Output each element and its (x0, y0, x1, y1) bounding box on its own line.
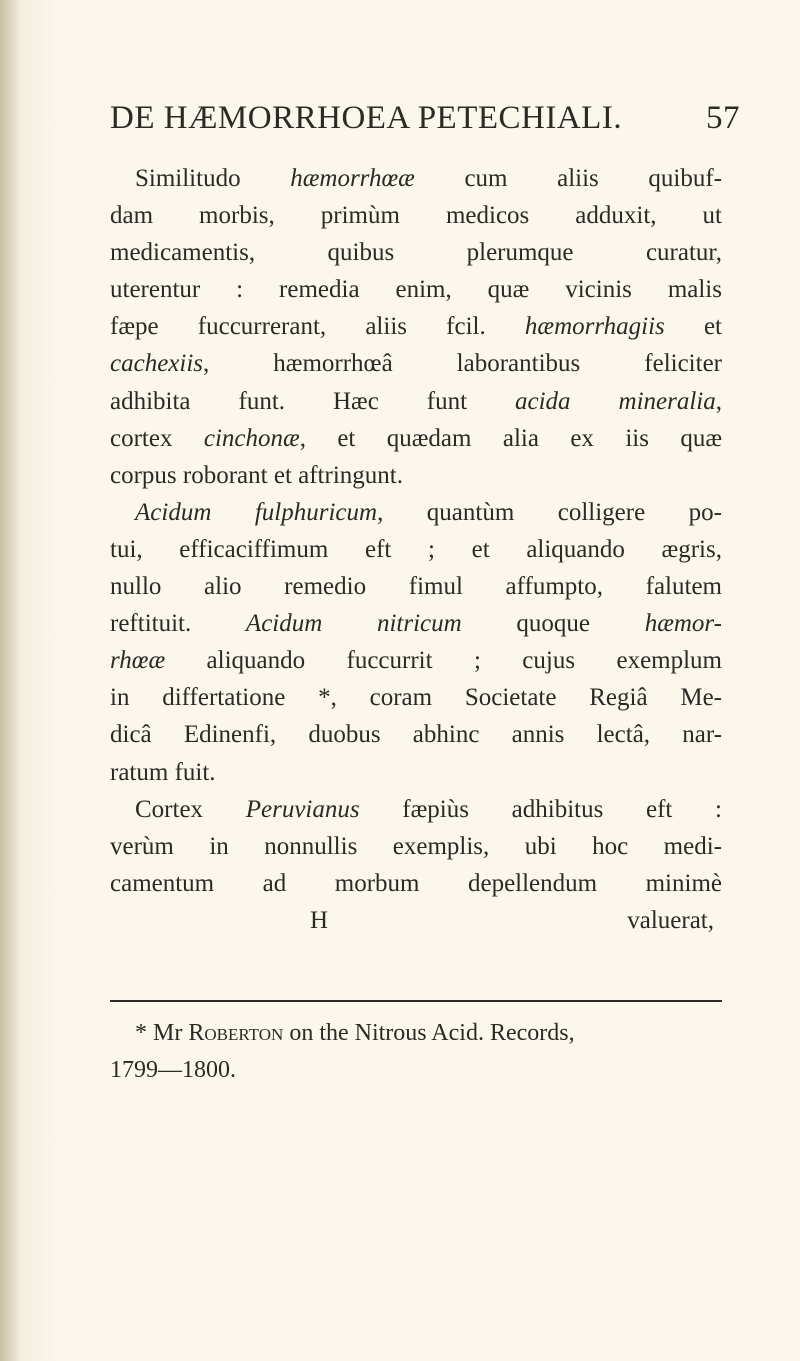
text-segment: , (715, 387, 722, 415)
text-segment: ratum fuit. (110, 758, 216, 786)
text-segment: corpus roborant et aftringunt. (110, 461, 403, 489)
page-number: 57 (706, 100, 740, 136)
footnote-line-1 (110, 1015, 722, 1052)
text-line (110, 160, 722, 197)
text-line (110, 642, 722, 679)
page-gutter-shadow (0, 0, 22, 1361)
text-line (110, 197, 722, 234)
text-line (110, 494, 722, 531)
text-line (110, 754, 722, 791)
catch-line (110, 902, 722, 939)
text-line (110, 383, 722, 420)
text-segment: cum aliis quibuf- (414, 165, 722, 192)
italic-term: rhœæ (110, 647, 166, 675)
footnote-text-after: on the Nitrous Acid. Records, (283, 1020, 575, 1046)
italic-term: hæmor- (644, 610, 722, 638)
italic-term: acida mineralia (515, 387, 716, 415)
text-segment: Cortex (135, 795, 246, 823)
italic-term: Peruvianus (245, 795, 360, 823)
text-line (110, 828, 722, 865)
text-line (110, 308, 722, 345)
italic-term: hæmorrhœæ (290, 165, 415, 192)
italic-term: cachexiis (110, 350, 204, 378)
text-segment: fæpe fuccurrerant, aliis fcil. (110, 313, 525, 341)
footnote-author-name: Roberton (188, 1020, 284, 1046)
catchword: valuerat, (627, 906, 714, 934)
text-segment: verùm in nonnullis exemplis, ubi hoc medi- (110, 832, 722, 860)
text-segment: nullo alio remedio fimul affumpto, falutem (110, 573, 722, 601)
footnote-rule (110, 1000, 722, 1002)
text-segment: in differtatione *, coram Societate Regiâ Me- (110, 684, 722, 712)
text-line (110, 420, 722, 457)
text-segment: reftituit. (110, 610, 246, 638)
footnote-text-before: Mr (153, 1020, 189, 1046)
text-segment: aliquando fuccurrit ; cujus exemplum (165, 647, 722, 675)
text-segment: fæpiùs adhibitus eft : (359, 795, 722, 823)
footnote-marker: * (135, 1020, 147, 1046)
text-segment: , hæmorrhœâ laborantibus feliciter (203, 350, 722, 378)
text-segment: Similitudo (135, 165, 291, 192)
text-segment: , quantùm colligere po- (377, 498, 722, 526)
text-line (110, 531, 722, 568)
text-segment: , et quædam alia ex iis quæ (299, 424, 723, 452)
text-line (110, 568, 722, 605)
text-segment: quoque (461, 610, 645, 638)
text-segment: adhibita funt. Hæc funt (110, 387, 516, 415)
text-line (110, 271, 722, 308)
text-line (110, 457, 722, 494)
italic-term: hæmorrhagiis (524, 313, 665, 341)
body-text (110, 160, 722, 939)
text-line (110, 865, 722, 902)
running-head (110, 100, 740, 137)
text-line (110, 791, 722, 828)
text-line (110, 679, 722, 716)
text-segment: tui, efficaciffimum eft ; et aliquando ægris, (110, 535, 722, 563)
text-segment: medicamentis, quibus plerumque curatur, (110, 239, 722, 267)
text-segment: dam morbis, primùm medicos adduxit, ut (110, 202, 722, 230)
italic-term: Acidum fulphuricum (135, 498, 378, 526)
text-segment: uterentur : remedia enim, quæ vicinis malis (110, 276, 722, 304)
text-segment: cortex (110, 424, 204, 452)
footnote-line-2: 1799—1800. (110, 1057, 236, 1083)
italic-term: cinchonæ (203, 424, 300, 452)
text-line (110, 345, 722, 382)
text-segment: dicâ Edinenfi, duobus abhinc annis lectâ, nar- (110, 721, 722, 749)
signature-mark: H (310, 906, 329, 934)
footnote (110, 1015, 722, 1089)
italic-term: Acidum nitricum (245, 610, 462, 638)
text-line (110, 234, 722, 271)
running-head-title: DE HÆMORRHOEA PETECHIALI. (110, 100, 623, 136)
text-segment: camentum ad morbum depellendum minimè (110, 869, 722, 897)
text-segment: et (664, 313, 723, 341)
text-line (110, 716, 722, 753)
text-line (110, 605, 722, 642)
